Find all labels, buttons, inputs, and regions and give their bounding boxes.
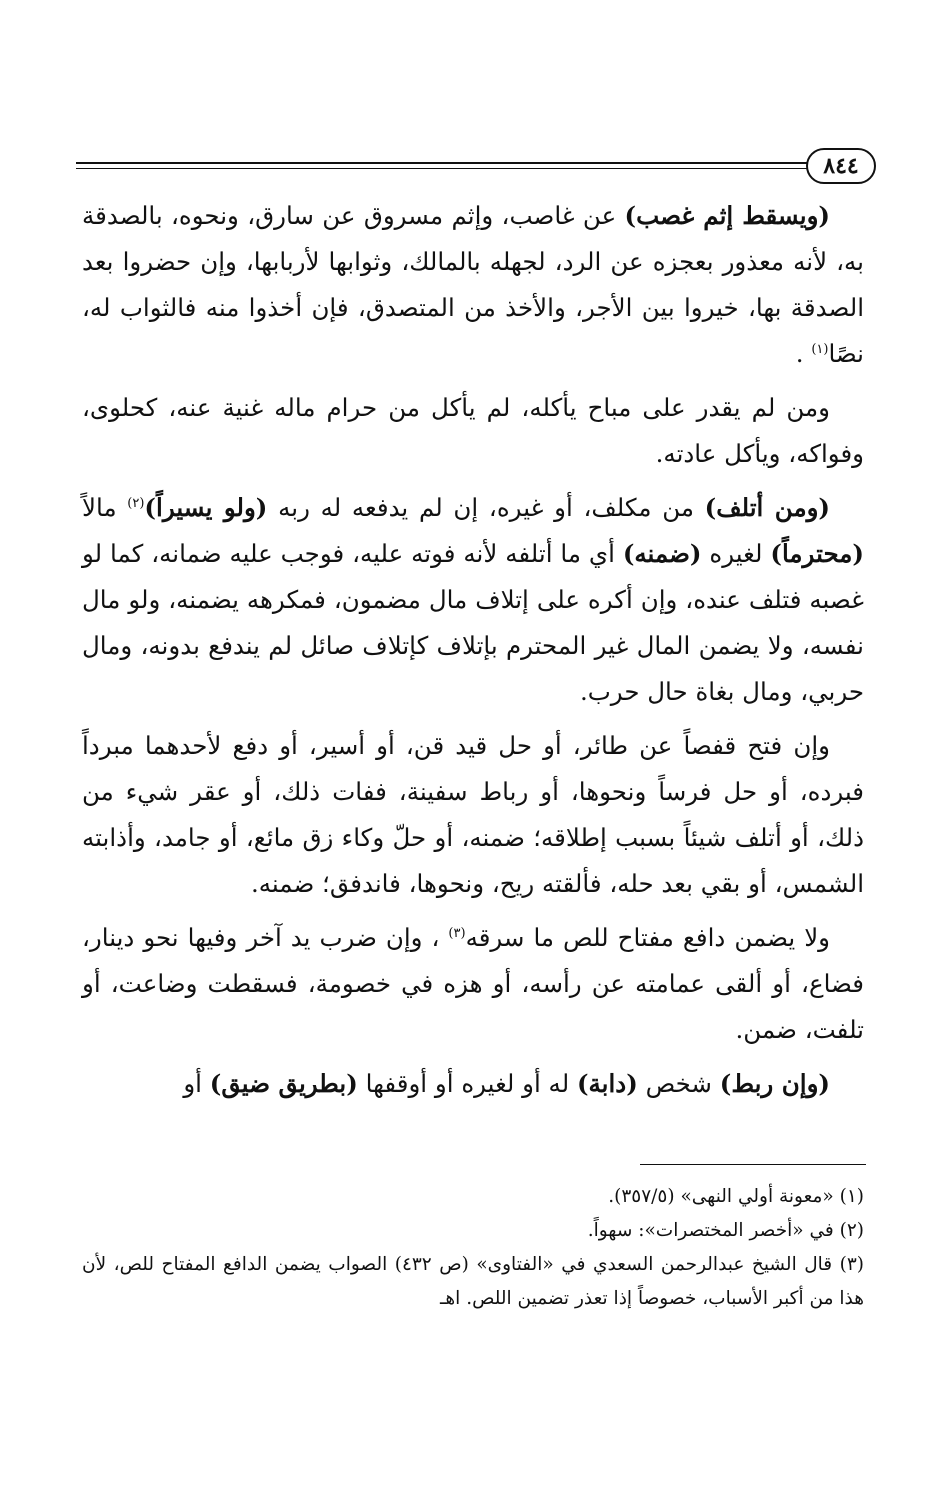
page-header bbox=[76, 148, 876, 184]
main-text bbox=[82, 193, 864, 1107]
page-number: ٨٤٤ bbox=[806, 148, 876, 184]
footnote: (٣) قال الشيخ عبدالرحمن السعدي في «الفتاوى» (ص ٤٣٢) الصواب يضمن الدافع المفتاح للص، لأن هذا من أكبر الأسباب، خصوصاً إذا تعذر تضمين اللص. اهـ bbox=[82, 1254, 864, 1309]
footnote-reference: (١) bbox=[811, 341, 829, 357]
footnote-reference: (٣) bbox=[448, 925, 466, 941]
matn-text: (ضمنه) bbox=[622, 539, 702, 568]
commentary-text: أو bbox=[183, 1069, 210, 1098]
commentary-text: أي ما أتلفه لأنه فوته عليه، فوجب عليه ضمانه، كما لو غصبه فتلف عنده، وإن أكره على إتلاف مال مضمون، فمكرهه يضمنه، ولو مال نفسه، ولا يضمن المال غير المحترم بإتلاف كإتلاف صائل لم يندفع بدونه، ومال حربي، ومال بغاة حال حرب. bbox=[82, 539, 864, 706]
header-rule-thin bbox=[76, 168, 824, 169]
matn-text: (ولو يسيراً) bbox=[144, 493, 268, 522]
body-paragraph bbox=[82, 1061, 864, 1107]
body-paragraph bbox=[82, 385, 864, 477]
commentary-text: عن غاصب، وإثم مسروق عن سارق، ونحوه، بالصدقة به، لأنه معذور بعجزه عن الرد، لجهله بالمالك، وثوابها لأربابها، وإن حضروا بعد الصدقة بها، خيروا بين الأجر، والأخذ من المتصدق، فإن أخذوا منه فالثواب له، نصًا bbox=[82, 201, 864, 368]
header-rule bbox=[76, 162, 824, 164]
footnotes bbox=[82, 1180, 864, 1316]
body-paragraph bbox=[82, 193, 864, 377]
commentary-text: ، وإن ضرب يد آخر وفيها نحو دينار، فضاع، أو ألقى عمامته عن رأسه، أو هزه في خصومة، فسقطت وضاعت، أو تلفت، ضمن. bbox=[82, 923, 864, 1044]
commentary-text: مالاً bbox=[82, 493, 128, 522]
matn-text: (بطريق ضيق) bbox=[209, 1069, 358, 1098]
matn-text: (دابة) bbox=[576, 1069, 638, 1098]
commentary-text: وإن فتح قفصاً عن طائر، أو حل قيد قن، أو أسير، أو دفع لأحدهما مبرداً فبرده، أو حل فرساً ونحوها، أو رباط سفينة، ففات ذلك، أو عقر شيء من ذلك، أو أتلف شيئاً بسبب إطلاقه؛ ضمنه، أو حلّ وكاء زق مائع، أو جامد، وأذابته الشمس، أو بقي بعد حله، فألقته ريح، ونحوها، فاندفق؛ ضمنه. bbox=[82, 731, 864, 898]
matn-text: (وإن ربط) bbox=[719, 1069, 830, 1098]
body-paragraph bbox=[82, 915, 864, 1053]
commentary-text: له أو لغيره أو أوقفها bbox=[357, 1069, 577, 1098]
commentary-text: . bbox=[795, 339, 812, 368]
commentary-text: ولا يضمن دافع مفتاح للص ما سرقه bbox=[465, 923, 831, 952]
matn-text: (ويسقط إثم غصب) bbox=[624, 201, 830, 230]
commentary-text: من مكلف، أو غيره، إن لم يدفعه له ربه bbox=[267, 493, 705, 522]
footnote-separator bbox=[640, 1164, 866, 1165]
commentary-text: شخص bbox=[637, 1069, 720, 1098]
footnote: (١) «معونة أولي النهى» (٣٥٧/٥). bbox=[608, 1186, 864, 1207]
body-paragraph bbox=[82, 485, 864, 715]
footnote: (٢) في «أخصر المختصرات»: سهواً. bbox=[587, 1220, 864, 1241]
commentary-text: ومن لم يقدر على مباح يأكله، لم يأكل من حرام ماله غنية عنه، كحلوى، وفواكه، ويأكل عادته. bbox=[82, 393, 864, 468]
matn-text: (محترماً) bbox=[770, 539, 864, 568]
body-paragraph bbox=[82, 723, 864, 907]
commentary-text: لغيره bbox=[701, 539, 771, 568]
matn-text: (ومن أتلف) bbox=[704, 493, 831, 522]
footnote-reference: (٢) bbox=[127, 495, 145, 511]
